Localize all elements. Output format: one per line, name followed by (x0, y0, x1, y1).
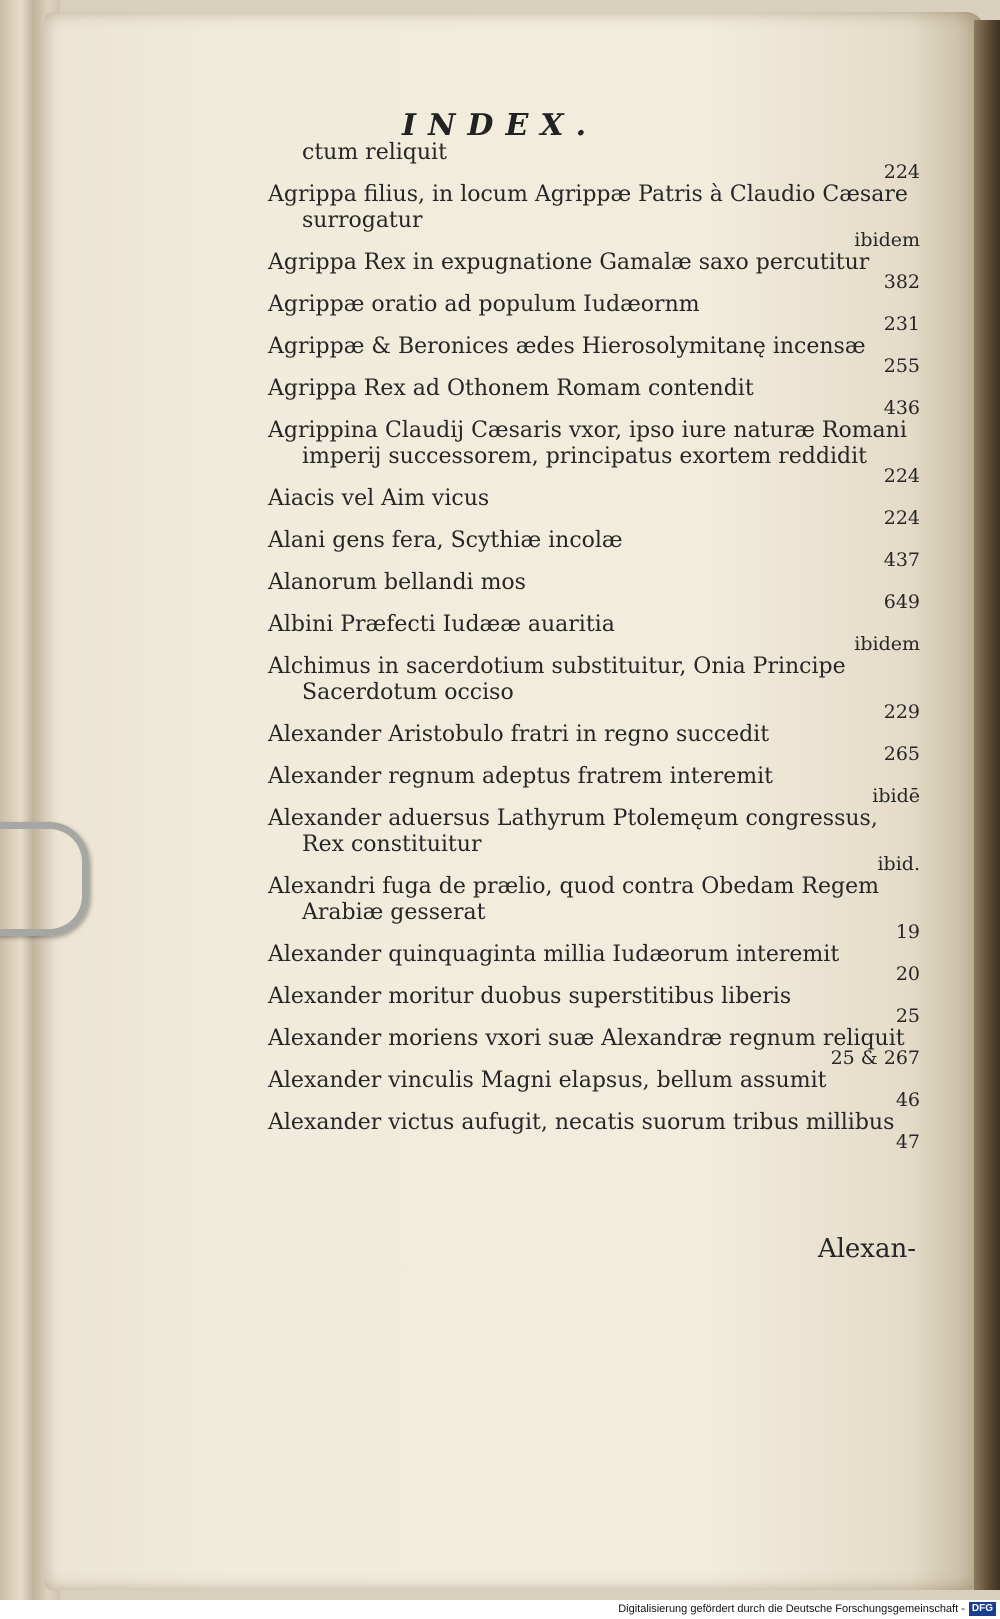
entry-text: Agrippæ & Beronices ædes Hierosolymitanę incensæ (268, 334, 866, 359)
index-entry (268, 140, 920, 182)
entry-page-number: 25 (895, 1005, 920, 1027)
entry-page-number: 231 (883, 313, 920, 335)
book-cover-edge (974, 20, 1000, 1590)
entry-text: Alexander moriens vxori suæ Alexandræ regnum reliquit (268, 1026, 905, 1051)
index-entry (268, 376, 920, 418)
entry-text: Albini Præfecti Iudææ auaritia (268, 612, 615, 637)
index-entry (268, 418, 920, 486)
entry-text: Alani gens fera, Scythiæ incolæ (268, 528, 623, 553)
index-entry (268, 250, 920, 292)
index-entry (268, 292, 920, 334)
page-header: INDEX. (401, 108, 599, 143)
entry-page-number: 47 (895, 1131, 920, 1153)
footer-credit: Digitalisierung gefördert durch die Deutsche Forschungsgemeinschaft - (618, 1603, 965, 1615)
entry-page-number: 20 (895, 963, 920, 985)
entry-page-number: 224 (883, 507, 920, 529)
entry-page-number: 224 (883, 465, 920, 487)
index-entry (268, 722, 920, 764)
index-entry (268, 806, 920, 874)
entry-text: Alexander victus aufugit, necatis suorum tribus millibus (268, 1110, 895, 1135)
entry-text: Alexandri fuga de prælio, quod contra Obedam Regem Arabiæ gesserat (268, 874, 879, 925)
entry-page-number: 265 (883, 743, 920, 765)
index-entry (268, 334, 920, 376)
entry-page-number: 382 (883, 271, 920, 293)
entry-page-number: 437 (883, 549, 920, 571)
index-entry (268, 942, 920, 984)
entry-text: Alchimus in sacerdotium substituitur, Onia Principe Sacerdotum occiso (268, 654, 846, 705)
index-entry (268, 764, 920, 806)
entry-text: Alanorum bellandi mos (268, 570, 526, 595)
index-entry (268, 984, 920, 1026)
entry-text: Alexander vinculis Magni elapsus, bellum assumit (268, 1068, 827, 1093)
entry-page-number: 229 (883, 701, 920, 723)
entry-text: Aiacis vel Aim vicus (268, 486, 490, 511)
index-entry (268, 1110, 920, 1152)
entry-text: ctum reliquit (302, 140, 447, 165)
index-entry (268, 1068, 920, 1110)
index-entry (268, 654, 920, 722)
entry-page-number: ibidem (854, 633, 920, 655)
index-entry (268, 182, 920, 250)
entry-page-number: ibid. (877, 853, 920, 875)
digitization-footer (0, 1600, 1000, 1619)
entry-text: Alexander aduersus Lathyrum Ptolemęum congressus, Rex constituitur (268, 806, 878, 857)
index-entries (268, 140, 920, 1152)
entry-page-number: ibidē (872, 785, 920, 807)
entry-text: Alexander regnum adeptus fratrem interemit (268, 764, 774, 789)
entry-text: Agrippa filius, in locum Agrippæ Patris à Claudio Cæsare surrogatur (268, 182, 908, 233)
entry-page-number: 255 (883, 355, 920, 377)
entry-text: Alexander moritur duobus superstitibus liberis (268, 984, 792, 1009)
index-entry (268, 486, 920, 528)
index-entry (268, 1026, 920, 1068)
index-entry (268, 570, 920, 612)
index-entry (268, 528, 920, 570)
entry-page-number: ibidem (854, 229, 920, 251)
page-clip (0, 822, 89, 936)
catchword: Alexan- (817, 1234, 916, 1264)
entry-text: Agrippa Rex in expugnatione Gamalæ saxo percutitur (268, 250, 870, 275)
entry-text: Alexander Aristobulo fratri in regno succedit (268, 722, 770, 747)
entry-text: Agrippa Rex ad Othonem Romam contendit (268, 376, 754, 401)
entry-text: Agrippina Claudij Cæsaris vxor, ipso iure naturæ Romani imperij successorem, principatus exortem reddidit (268, 418, 907, 469)
entry-page-number: 436 (883, 397, 920, 419)
entry-page-number: 649 (883, 591, 920, 613)
entry-text: Alexander quinquaginta millia Iudæorum interemit (268, 942, 840, 967)
index-entry (268, 612, 920, 654)
entry-page-number: 25 & 267 (830, 1047, 920, 1069)
dfg-logo: DFG (969, 1602, 996, 1616)
entry-page-number: 19 (895, 921, 920, 943)
index-entry (268, 874, 920, 942)
entry-text: Agrippæ oratio ad populum Iudæornm (268, 292, 700, 317)
entry-page-number: 224 (883, 161, 920, 183)
entry-page-number: 46 (895, 1089, 920, 1111)
